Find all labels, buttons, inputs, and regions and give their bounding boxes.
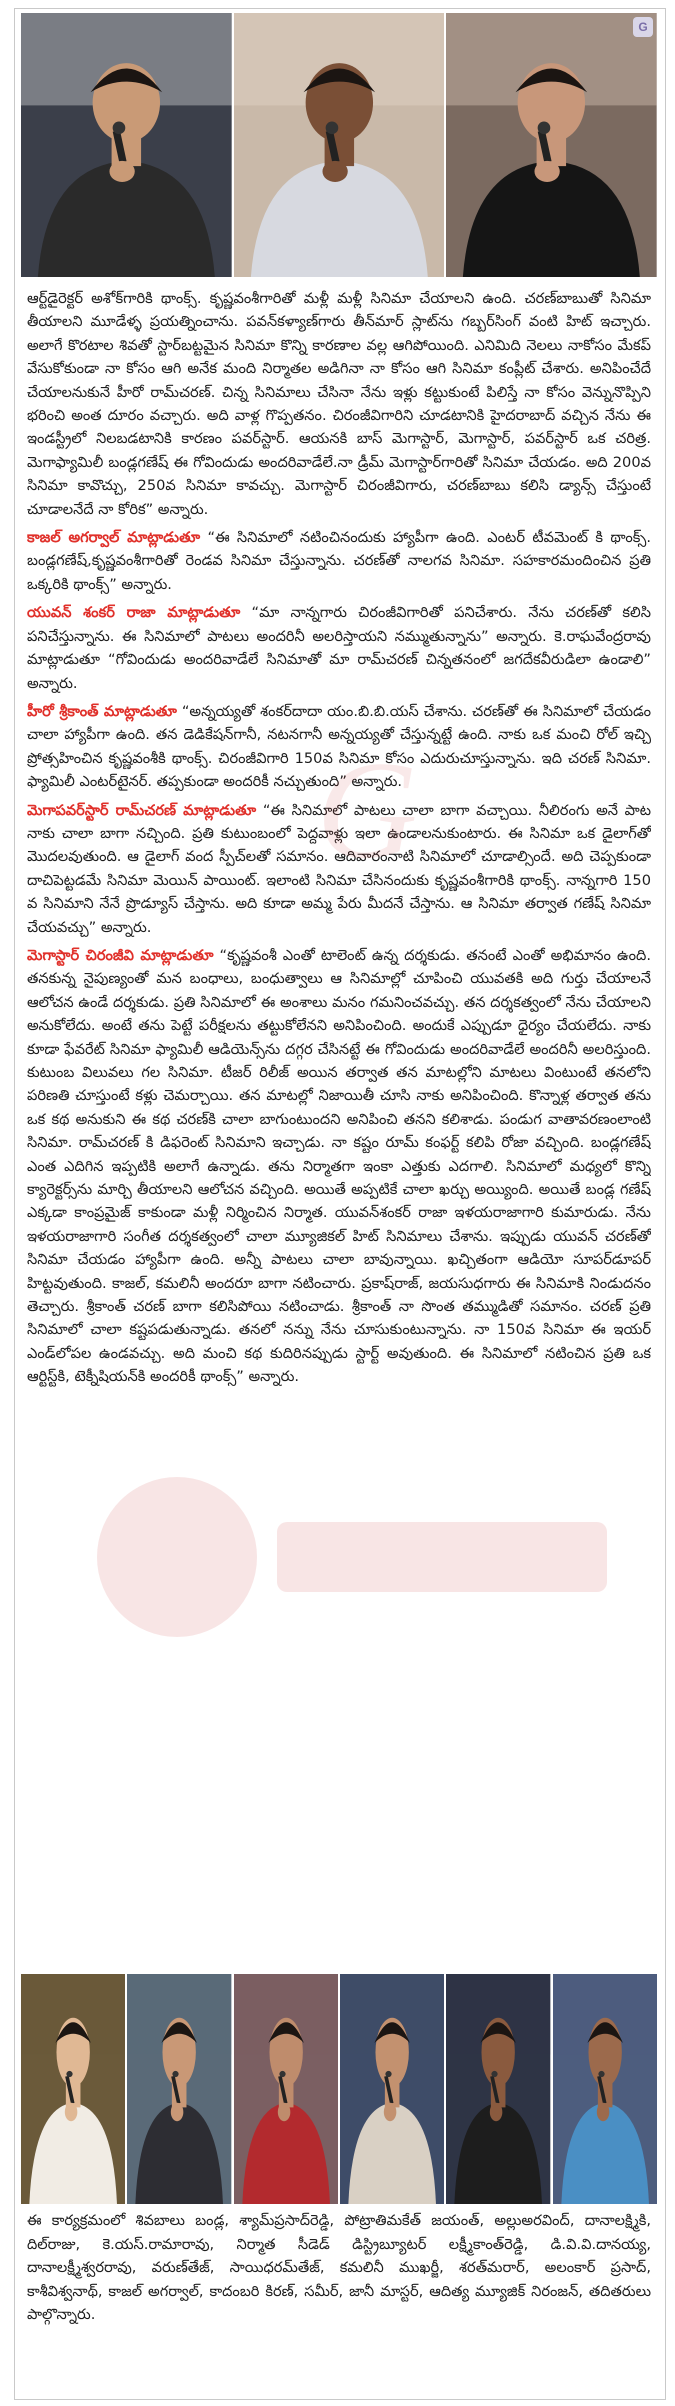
watermark-logo-icon: [87, 1427, 627, 1687]
portrait-illustration: [340, 1974, 444, 2204]
guest-photo-guest-three: [234, 1974, 338, 2204]
svg-text:G: G: [316, 733, 418, 888]
bottom-photo-strip: [21, 1974, 657, 2204]
speaker-photo-krishna-vamsi: [234, 13, 445, 277]
closing-paragraph: ఈ కార్యక్రమంలో శివబాలు బండ్ల, శ్యామ్‌ప్రసాద్‌రెడ్డి, పోట్రాతిమకేత్ జయంత్, అల్లుఅరవింద్, దానాలక్ష్మికి, దిల్‌రాజు, కె.యస్.రామారావు, నిర్మాత సీడెడ్ డిస్ట్రిబ్యూటర్ లక్ష్మీకాంత్‌రెడ్డి, డి.వి.వి.దానయ్య, దానాలక్ష్మీశ్వరరావు, వరుణ్‌తేజ్, సాయిధరమ్‌తేజ్, కమలినీ ముఖర్జీ, శరత్‌మరార్, అలంకార్ ప్రసాద్, కాశీవిశ్వనాథ్, కాజల్ అగర్వాల్, కాదంబరి కిరణ్, సమీర్, జానీ మాస్టర్, ఆదిత్య మ్యూజిక్ నిరంజన్, తదితరులు పాల్గొన్నారు.: [27, 2212, 651, 2324]
paragraph-text: “ఈ సినిమాలో పాటలు చాలా బాగా వచ్చాయి. నీలిరంగు అనే పాట నాకు చాలా బాగా నచ్చింది. ప్రతి కుటుంబంలో పెద్దవాళ్లు ఇలా ఉండాలనుకుంటారు. ఈ సినిమా ఒక డైలాగ్‌తో మొదలవుతుంది. ఆ డైలాగ్ వంద స్పీచ్‌లతో సమానం. ఆదివారంనాటి సినిమాలో చూడాల్సిందే. అది చెప్పకుండా దాచిపెట్టడమే సినిమా మెయిన్ పాయింట్. ఇలాంటి సినిమా చేసినందుకు కృష్ణవంశీగారికి థాంక్స్. నాన్నగారి 150 వ సినిమాని నేనే ప్రొడ్యూస్ చేస్తాను. అది కూడా అమ్మ పేరు మీదనే చేస్తాను. ఆ సినిమా తర్వాత గణేష్ సినిమా చేయవచ్చు” అన్నారు.: [27, 801, 651, 936]
paragraph-text: “అన్నయ్యతో శంకర్‌దాదా యం.బి.బి.యస్ చేశాను. చరణ్‌తో ఈ సినిమాలో చేయడం చాలా హ్యాపీగా ఉంది. తన డెడికేషన్‌గానీ, నటనగానీ అన్నయ్యతో చేస్తున్నట్టే ఉంది. నాకు ఒక మంచి రోల్ ఇచ్చి ప్రోత్సహించిన కృష్ణవంశీకి థాంక్స్. చిరంజీవిగారి 150వ సినిమా కోసం ఎదురుచూస్తున్నాను. ఇది చరణ్ సినిమా. ఫ్యామిలీ ఎంటర్‌టైనర్. తప్పకుండా అందరికీ నచ్చుతుంది” అన్నారు.: [27, 702, 651, 791]
speaker-photo-ram-charan: [446, 13, 657, 277]
guest-photo-srikanth: [127, 1974, 231, 2204]
article-paragraph: [27, 799, 651, 939]
portrait-illustration: [127, 1974, 231, 2204]
article-paragraph: [27, 700, 651, 794]
article-paragraph: [27, 601, 651, 695]
closing-section: [27, 2209, 651, 2332]
portrait-illustration: [553, 1974, 657, 2204]
speaker-photo-chiranjeevi: [21, 13, 232, 277]
article-paragraph: [27, 526, 651, 596]
paragraph-text: “ఈ సినిమాలో నటించినందుకు హ్యాపీగా ఉంది. ఎంటర్ టీవమెంట్ కి థాంక్స్. బండ్లగణేష్,కృష్ణవంశీగారితో రెండవ సినిమా చేస్తున్నాను. చరణ్‌తో నాలగవ సినిమా. సహకారమందించిన ప్రతి ఒక్కరికి థాంక్స్” అన్నారు.: [27, 529, 651, 593]
site-logo-icon: G: [633, 17, 653, 37]
speaker-label: మెగాపవర్‌స్టార్ రామ్‌చరణ్ మాట్లాడుతూ: [27, 801, 257, 819]
guest-photo-yuvan: [446, 1974, 550, 2204]
speaker-label: హీరో శ్రీకాంత్ మాట్లాడుతూ: [27, 702, 177, 720]
portrait-illustration: [446, 13, 657, 277]
portrait-illustration: [446, 1974, 550, 2204]
portrait-illustration: [21, 1974, 125, 2204]
paragraph-text: ఆర్ట్‌డైరెక్టర్ అశోక్‌గారికి థాంక్స్. కృష్ణవంశీగారితో మళ్లీ మళ్లీ సినిమా చేయాలని ఉంది. చరణ్‌బాబుతో సినిమా తీయాలని మూడేళ్ళ ప్రయత్నించాను. పవన్‌కళ్యాణ్‌గారు తీన్‌మార్ స్లాట్‌ను గబ్బర్‌సింగ్ వంటి హిట్ ఇచ్చారు. అలాగే కొరటాల శివతో స్టార్‌బట్టమైన సినిమా కొన్ని కారణాల వల్ల ఆగిపోయింది. ఎనిమిది నెలలు నాకోసం మేకప్ వేసుకోకుండా నా కోసం ఆగి అనేక మంది నిర్మాతల అడిగినా నా కోసం ఆగి సినిమా కంప్లీట్ చేశారు. అనిపించేదే చేయాలనుకునే హీరో రామ్‌చరణ్. చిన్న సినిమాలు చేసినా నేను ఇళ్లు కట్టుకుంటే పిలిస్తే నా కోసం వెన్నునొప్పిని భరించి అంత దూరం వచ్చారు. అది వాళ్ల గొప్పతనం. చిరంజీవిగారిని చూడటానికి హైదరాబాద్ వచ్చిన నేను ఈ ఇండస్ట్రీలో నిలబడటానికి కారణం పవర్‌స్టార్. ఆయనకి బాస్ మెగాస్టార్, మెగాస్టార్, పవర్‌స్టార్ ఒక చరిత్ర. మెగాఫ్యామిలీ బండ్లగణేష్ ఈ గోవిందుడు అందరివాడేలే.నా డ్రీమ్ మెగాస్టార్‌గారితో సినిమా చేయడం. అది 200వ సినిమా కావొచ్చు, 250వ సినిమా కావచ్చు. మెగాస్టార్ చిరంజీవిగారు, చరణ్‌బాబు కలిసి డ్యాన్స్ చేస్తుంటే చూడాలనేదే నా కోరిక” అన్నారు.: [27, 290, 651, 518]
guest-photo-guest-six: [553, 1974, 657, 2204]
top-photo-strip: [21, 13, 657, 277]
speaker-label: యువన్ శంకర్ రాజా మాట్లాడుతూ: [27, 604, 241, 622]
speaker-label: మెగాస్టార్ చిరంజీవి మాట్లాడుతూ: [27, 946, 214, 964]
portrait-illustration: [234, 1974, 338, 2204]
guest-photo-kajal: [21, 1974, 125, 2204]
speaker-label: కాజల్ అగర్వాల్ మాట్లాడుతూ: [27, 529, 201, 547]
article-paragraph: [27, 944, 651, 1389]
article-page: [14, 8, 666, 2400]
portrait-illustration: [21, 13, 232, 277]
portrait-illustration: [234, 13, 445, 277]
article-body: [27, 287, 651, 1972]
article-paragraph: [27, 287, 651, 521]
guest-photo-guest-four: [340, 1974, 444, 2204]
paragraph-text: “మా నాన్నగారు చిరంజీవిగారితో పనిచేశారు. నేను చరణ్‌తో కలిసి పనిచేస్తున్నాను. ఈ సినిమాలో పాటలు అందరినీ అలరిస్తాయని నమ్ముతున్నాను” అన్నారు. కె.రాఘవేంద్రరావు మాట్లాడుతూ “గోవిందుడు అందరివాడేలే సినిమాతో మా రామ్‌చరణ్ చిన్నతనంలో జగదేకవీరుడిలా ఉండాలి” అన్నారు.: [27, 604, 651, 692]
paragraph-text: “కృష్ణవంశీ ఎంతో టాలెంట్ ఉన్న దర్శకుడు. తనంటే ఎంతో అభిమానం ఉంది. తనకున్న నైపుణ్యంతో మన బంధాలు, బంధుత్వాలు ఆ సినిమాల్లో చూపించి యువతకి అది గుర్తు చేయాలనే ఆలోచన ఉండే దర్శకుడు. ప్రతి సినిమాలో ఈ అంశాలు మనం గమనించవచ్చు. తన దర్శకత్వంలో నేను చేయాలని అనుకోలేదు. అంటే తను పెట్టే పరీక్షలను తట్టుకోలేనని అనిపించింది. అందుకే ఎప్పుడూ ధైర్యం చేయలేదు. నాకు కూడా ఫేవరేట్ సినిమా ఫ్యామిలీ ఆడియెన్స్‌ను దగ్గర చేసినట్టే ఈ గోవిందుడు అందరివాడేలే అందరినీ అలరిస్తుంది. కుటుంబ విలువలు గల సినిమా. టీజర్ రిలీజ్ అయిన తర్వాత తన మాటల్లోని మాటలు వింటుంటే తనలోని పరిణతి చూస్తుంటే కళ్లు చెమర్చాయి. తన మాటల్లో నిజాయితీ చూసి నాకు అనిపించింది. కొన్నాళ్ల తర్వాత తను ఒక కథ అనుకుని ఈ కథ చరణ్‌కి చాలా బాగుంటుందని అనిపించి తనని కలిశాడు. పండుగ వాతావరణంలాంటి సినిమా. రామ్‌చరణ్ కి డిఫరెంట్ సినిమాని ఇచ్చాడు. నా కష్టం రూమ్ కంఫర్ట్ కలిపి రోజా వచ్చింది. బండ్లగణేష్ ఎంత ఎదిగిన ఇప్పటికి అలాగే ఉన్నాడు. తను నిర్మాతగా ఇంకా ఎత్తుకు ఎదగాలి. సినిమాలో మధ్యలో కొన్ని క్యారెక్టర్స్‌ను మార్చి తీయాలని ఆలోచన వచ్చింది. అయితే అప్పటికే చాలా ఖర్చు అయ్యింది. అయితే బండ్ల గణేష్ ఎక్కడా కాంప్రమైజ్ కాకుండా మళ్లీ నిర్మించిన నిర్మాత. యువన్‌శంకర్ రాజా ఇళయరాజాగారి కుమారుడు. నేను ఇళయరాజాగారి సంగీత దర్శకత్వంలో చాలా మ్యూజికల్ హిట్ సినిమాలు చేశాను. ఇప్పుడు యువన్ చరణ్‌తో సినిమా చేయడం హ్యాపీగా ఉంది. అన్నీ పాటలు చాలా బావున్నాయి. ఖచ్చితంగా ఆడియో సూపర్‌డూపర్ హిట్టవుతుంది. కాజల్, కమలినీ అందరూ బాగా నటించారు. ప్రకాష్‌రాజ్, జయసుధగారు ఈ సినిమాకి నిండుదనం తెచ్చారు. శ్రీకాంత్ చరణ్ బాగా కలిసిపోయి నటించాడు. శ్రీకాంత్ నా సొంత తమ్ముడితో సమానం. చరణ్ ప్రతి సినిమాలో చాలా కష్టపడుతున్నాడు. తనలో నన్ను నేను చూసుకుంటున్నాను. నా 150వ సినిమా ఈ ఇయర్ ఎండ్‌లోపల ఉండవచ్చు. అది మంచి కథ కుదిరినప్పుడు స్టార్ట్ అవుతుంది. ఈ సినిమాలో నటించిన ప్రతి ఒక ఆర్టిస్ట్‌కి, టెక్నీషియన్‌కి అందరికీ థాంక్స్” అన్నారు.: [27, 946, 651, 1386]
